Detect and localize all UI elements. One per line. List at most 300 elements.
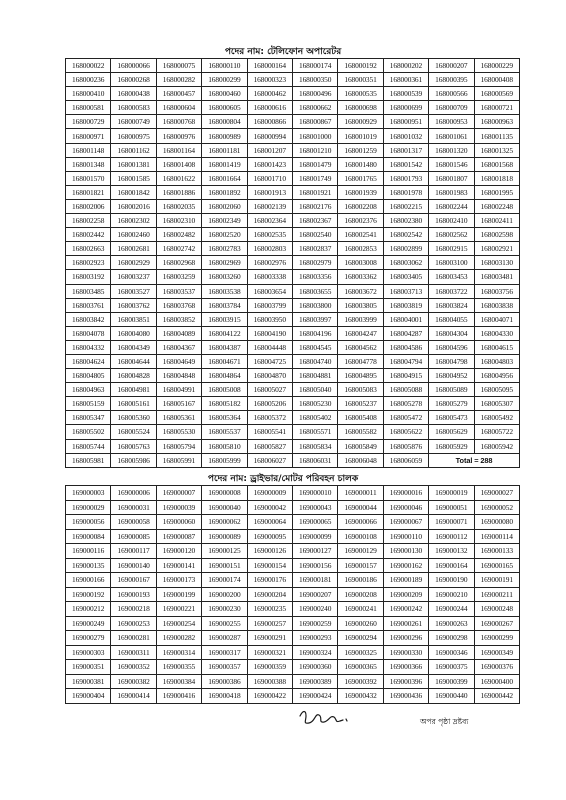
roll-number-cell: 168001546: [429, 157, 474, 171]
table-row: [66, 425, 520, 439]
roll-number-cell: 169000360: [292, 660, 337, 675]
roll-number-cell: 169000432: [338, 689, 383, 704]
roll-number-cell: 168005182: [202, 397, 247, 411]
roll-number-cell: 168000729: [66, 115, 111, 129]
roll-number-cell: 168002681: [111, 242, 156, 256]
roll-number-cell: 168005942: [474, 439, 519, 453]
table-row: [66, 529, 520, 544]
roll-number-cell: 168003654: [247, 284, 292, 298]
roll-number-cell: 168004367: [156, 340, 201, 354]
roll-number-cell: 168006031: [292, 453, 337, 467]
roll-number-cell: 168003915: [202, 312, 247, 326]
roll-number-cell: 168004562: [338, 340, 383, 354]
roll-number-cell: 168004001: [383, 312, 428, 326]
roll-number-cell: 169000248: [474, 602, 519, 617]
roll-number-cell: 168004545: [292, 340, 337, 354]
roll-number-cell: 168005008: [202, 383, 247, 397]
roll-number-cell: 168004615: [474, 340, 519, 354]
roll-number-cell: 168002803: [247, 242, 292, 256]
roll-number-cell: 169000040: [202, 500, 247, 515]
roll-number-cell: 168000361: [383, 73, 428, 87]
roll-number-cell: 168001019: [338, 129, 383, 143]
roll-number-cell: 168004287: [383, 326, 428, 340]
roll-number-cell: 168001818: [474, 171, 519, 185]
roll-number-cell: 169000267: [474, 616, 519, 631]
roll-number-cell: 169000321: [247, 645, 292, 660]
roll-number-cell: 168004805: [66, 369, 111, 383]
roll-number-cell: 168002540: [292, 228, 337, 242]
roll-number-cell: 168002442: [66, 228, 111, 242]
roll-number-cell: 168001570: [66, 171, 111, 185]
roll-number-cell: 168003062: [383, 256, 428, 270]
roll-number-cell: 168002742: [156, 242, 201, 256]
roll-number-cell: 169000254: [156, 616, 201, 631]
roll-number-cell: 168004963: [66, 383, 111, 397]
roll-number-cell: 169000436: [383, 689, 428, 704]
roll-number-cell: 168000994: [247, 129, 292, 143]
roll-number-cell: 169000365: [338, 660, 383, 675]
roll-number-cell: 168002929: [111, 256, 156, 270]
roll-number-cell: 169000311: [111, 645, 156, 660]
roll-number-cell: 168001664: [202, 171, 247, 185]
roll-number-cell: 168003784: [202, 298, 247, 312]
roll-number-cell: 168001325: [474, 143, 519, 157]
roll-number-cell: 169000130: [383, 544, 428, 559]
roll-number-cell: 168001821: [66, 185, 111, 199]
roll-number-cell: 168005571: [292, 425, 337, 439]
roll-number-cell: 168005361: [156, 411, 201, 425]
roll-number-cell: 168003259: [156, 270, 201, 284]
roll-number-cell: 169000376: [474, 660, 519, 675]
roll-number-cell: 168000236: [66, 73, 111, 87]
roll-number-cell: 168005763: [111, 439, 156, 453]
roll-number-cell: 169000071: [429, 515, 474, 530]
roll-number-cell: 168000971: [66, 129, 111, 143]
roll-number-cell: 169000042: [247, 500, 292, 515]
roll-number-cell: 169000359: [247, 660, 292, 675]
roll-number-cell: 169000181: [292, 573, 337, 588]
roll-number-cell: 169000031: [111, 500, 156, 515]
roll-number-cell: 168000202: [383, 59, 428, 73]
roll-number-cell: 169000167: [111, 573, 156, 588]
roll-number-cell: 169000399: [429, 674, 474, 689]
roll-number-cell: 168004915: [383, 369, 428, 383]
roll-number-cell: 168005794: [156, 439, 201, 453]
roll-number-cell: 168002139: [247, 199, 292, 213]
roll-number-cell: 169000291: [247, 631, 292, 646]
roll-number-cell: 168003762: [111, 298, 156, 312]
roll-number-cell: 169000255: [202, 616, 247, 631]
roll-number-cell: 168000699: [383, 101, 428, 115]
roll-number-cell: 168005744: [66, 439, 111, 453]
roll-number-cell: 169000117: [111, 544, 156, 559]
roll-number-cell: 168005502: [66, 425, 111, 439]
roll-number-cell: 168003192: [66, 270, 111, 284]
roll-number-cell: 168005537: [202, 425, 247, 439]
roll-number-cell: 169000125: [202, 544, 247, 559]
roll-number-cell: 169000386: [202, 674, 247, 689]
table-row: [66, 59, 520, 73]
table-row: [66, 256, 520, 270]
roll-number-cell: 168001181: [202, 143, 247, 157]
table-row: [66, 354, 520, 368]
table-row: [66, 73, 520, 87]
roll-number-cell: 168005981: [66, 453, 111, 467]
roll-number-cell: 169000324: [292, 645, 337, 660]
roll-number-cell: 168003722: [429, 284, 474, 298]
roll-number-cell: 169000010: [292, 486, 337, 501]
roll-number-cell: 168003756: [474, 284, 519, 298]
roll-number-cell: 169000165: [474, 558, 519, 573]
roll-number-cell: 168002410: [429, 214, 474, 228]
roll-number-cell: 168005986: [111, 453, 156, 467]
roll-number-cell: 168002520: [202, 228, 247, 242]
roll-number-cell: 168001568: [474, 157, 519, 171]
table-row: [66, 587, 520, 602]
roll-number-cell: 168002310: [156, 214, 201, 228]
table-row: [66, 631, 520, 646]
table-row: [66, 143, 520, 157]
roll-number-cell: 168004798: [429, 354, 474, 368]
roll-number-cell: 168004596: [429, 340, 474, 354]
table-row: [66, 284, 520, 298]
roll-number-cell: 169000200: [202, 587, 247, 602]
roll-number-cell: 168002837: [292, 242, 337, 256]
roll-number-cell: 168001320: [429, 143, 474, 157]
roll-number-cell: 168001408: [156, 157, 201, 171]
roll-number-cell: 168004122: [202, 326, 247, 340]
roll-number-cell: 169000046: [383, 500, 428, 515]
roll-number-cell: 168005372: [247, 411, 292, 425]
roll-number-cell: 168003852: [156, 312, 201, 326]
roll-number-cell: 168000164: [247, 59, 292, 73]
roll-number-cell: 169000440: [429, 689, 474, 704]
roll-number-cell: 168000438: [111, 87, 156, 101]
roll-number-cell: 169000089: [202, 529, 247, 544]
roll-number-cell: 168005473: [429, 411, 474, 425]
roll-number-cell: 168005408: [338, 411, 383, 425]
roll-number-cell: 168004448: [247, 340, 292, 354]
roll-number-cell: 168003100: [429, 256, 474, 270]
table-row: [66, 326, 520, 340]
roll-number-cell: 168003713: [383, 284, 428, 298]
roll-number-cell: 168005999: [202, 453, 247, 467]
roll-number-cell: 169000007: [156, 486, 201, 501]
section-title-telephone-operator: পদের নাম: টেলিফোন অপারেটর: [224, 47, 342, 57]
roll-number-cell: 169000006: [111, 486, 156, 501]
roll-number-cell: 168003761: [66, 298, 111, 312]
roll-number-cell: 169000296: [383, 631, 428, 646]
roll-number-cell: 169000382: [111, 674, 156, 689]
roll-number-cell: 169000208: [338, 587, 383, 602]
roll-number-cell: 168000351: [338, 73, 383, 87]
roll-number-cell: 168001995: [474, 185, 519, 199]
roll-number-cell: 168004055: [429, 312, 474, 326]
roll-number-cell: 169000067: [383, 515, 428, 530]
roll-number-cell: 168000963: [474, 115, 519, 129]
roll-number-cell: 168003338: [247, 270, 292, 284]
roll-number-cell: 168000662: [292, 101, 337, 115]
roll-number-cell: 168001921: [292, 185, 337, 199]
roll-number-cell: 168003851: [111, 312, 156, 326]
roll-number-cell: 169000173: [156, 573, 201, 588]
roll-number-cell: 168000207: [429, 59, 474, 73]
roll-number-cell: 169000080: [474, 515, 519, 530]
roll-number-cell: 168000174: [292, 59, 337, 73]
table-row: [66, 397, 520, 411]
roll-number-cell: 168004332: [66, 340, 111, 354]
roll-number-cell: 168005040: [292, 383, 337, 397]
roll-number-cell: 168003260: [202, 270, 247, 284]
roll-number-cell: 168002562: [429, 228, 474, 242]
roll-number-cell: 168003999: [338, 312, 383, 326]
roll-number-cell: 168000110: [202, 59, 247, 73]
roll-number-cell: 168000022: [66, 59, 111, 73]
roll-number-cell: 168004803: [474, 354, 519, 368]
table-row: [66, 660, 520, 675]
roll-number-cell: 168002542: [383, 228, 428, 242]
roll-number-cell: 168002482: [156, 228, 201, 242]
table-row: [66, 411, 520, 425]
roll-number-cell: 168004778: [338, 354, 383, 368]
roll-number-cell: 169000066: [338, 515, 383, 530]
roll-number-cell: 168001710: [247, 171, 292, 185]
roll-number-cell: 169000418: [202, 689, 247, 704]
roll-number-cell: 168006027: [247, 453, 292, 467]
roll-number-cell: 169000009: [247, 486, 292, 501]
roll-number-cell: 169000192: [66, 587, 111, 602]
table-row: [66, 383, 520, 397]
roll-number-cell: 168000539: [383, 87, 428, 101]
roll-number-cell: 168001207: [247, 143, 292, 157]
roll-number-cell: 169000016: [383, 486, 428, 501]
roll-number-cell: 168000229: [474, 59, 519, 73]
roll-number-cell: 168004071: [474, 312, 519, 326]
roll-number-cell: 169000404: [66, 689, 111, 704]
roll-number-cell: 169000126: [247, 544, 292, 559]
roll-number-cell: 169000064: [247, 515, 292, 530]
roll-number-cell: 169000281: [111, 631, 156, 646]
roll-number-cell: 169000065: [292, 515, 337, 530]
roll-number-cell: 168005722: [474, 425, 519, 439]
roll-number-cell: 168001793: [383, 171, 428, 185]
roll-number-cell: 168000066: [111, 59, 156, 73]
roll-number-cell: 168005834: [292, 439, 337, 453]
roll-number-cell: 168002035: [156, 199, 201, 213]
roll-number-cell: 168000605: [202, 101, 247, 115]
table-row: [66, 214, 520, 228]
table-row: [66, 515, 520, 530]
roll-number-cell: 168001622: [156, 171, 201, 185]
roll-number-cell: 168006048: [338, 453, 383, 467]
signature-mark: [296, 707, 356, 729]
roll-number-cell: 169000375: [429, 660, 474, 675]
roll-number-cell: 168004794: [383, 354, 428, 368]
roll-number-cell: 168002783: [202, 242, 247, 256]
roll-number-cell: 168000698: [338, 101, 383, 115]
roll-number-cell: 169000051: [429, 500, 474, 515]
roll-number-cell: 168000953: [429, 115, 474, 129]
roll-number-cell: 168001061: [429, 129, 474, 143]
roll-number-cell: 168005876: [383, 439, 428, 453]
roll-number-cell: 169000230: [202, 602, 247, 617]
table-row: [66, 101, 520, 115]
roll-number-cell: 169000235: [247, 602, 292, 617]
roll-number-cell: 168003537: [156, 284, 201, 298]
roll-number-cell: 168001939: [338, 185, 383, 199]
roll-number-cell: 168004740: [292, 354, 337, 368]
roll-number-cell: 169000253: [111, 616, 156, 631]
roll-number-cell: 168000616: [247, 101, 292, 115]
roll-number-cell: 168004089: [156, 326, 201, 340]
roll-number-cell: 168000282: [156, 73, 201, 87]
table-row: [66, 340, 520, 354]
roll-number-cell: 169000261: [383, 616, 428, 631]
roll-number-cell: 168004190: [247, 326, 292, 340]
roll-number-cell: 169000351: [66, 660, 111, 675]
table-row: [66, 453, 520, 467]
roll-number-cell: 169000085: [111, 529, 156, 544]
roll-number-cell: 168000581: [66, 101, 111, 115]
roll-number-cell: 168005278: [383, 397, 428, 411]
roll-number-cell: 168003453: [429, 270, 474, 284]
roll-number-cell: 168001807: [429, 171, 474, 185]
roll-number-cell: 169000279: [66, 631, 111, 646]
roll-number-cell: 168002176: [292, 199, 337, 213]
roll-number-cell: 169000209: [383, 587, 428, 602]
roll-number-cell: 168000749: [111, 115, 156, 129]
roll-number-cell: 169000099: [292, 529, 337, 544]
roll-number-cell: 168000457: [156, 87, 201, 101]
roll-number-cell: 168002244: [429, 199, 474, 213]
roll-number-cell: 168000075: [156, 59, 201, 73]
roll-number-cell: 169000263: [429, 616, 474, 631]
roll-number-cell: 169000156: [292, 558, 337, 573]
table-row: [66, 171, 520, 185]
roll-number-cell: 169000349: [474, 645, 519, 660]
roll-number-cell: 168005492: [474, 411, 519, 425]
table-row: [66, 616, 520, 631]
roll-number-cell: 168001164: [156, 143, 201, 157]
table-row: [66, 486, 520, 501]
roll-number-cell: 168004981: [111, 383, 156, 397]
roll-number-cell: 169000029: [66, 500, 111, 515]
roll-number-cell: 168003950: [247, 312, 292, 326]
roll-number-cell: 169000060: [156, 515, 201, 530]
roll-number-cell: 168003356: [292, 270, 337, 284]
roll-number-cell: 169000210: [429, 587, 474, 602]
roll-number-cell: 168003800: [292, 298, 337, 312]
roll-number-cell: 169000287: [202, 631, 247, 646]
roll-number-cell: 169000039: [156, 500, 201, 515]
roll-number-cell: 169000157: [338, 558, 383, 573]
roll-number-cell: 168000192: [338, 59, 383, 73]
roll-number-cell: 168000975: [111, 129, 156, 143]
roll-number-cell: 168004080: [111, 326, 156, 340]
roll-table-driver: [65, 485, 520, 704]
roll-number-cell: 168005622: [383, 425, 428, 439]
table-row: [66, 270, 520, 284]
roll-number-cell: 168001886: [156, 185, 201, 199]
roll-number-cell: 169000396: [383, 674, 428, 689]
roll-number-cell: 168003768: [156, 298, 201, 312]
roll-number-cell: 169000249: [66, 616, 111, 631]
roll-number-cell: 169000282: [156, 631, 201, 646]
roll-number-cell: 169000056: [66, 515, 111, 530]
roll-number-cell: 168002208: [338, 199, 383, 213]
roll-number-cell: 168005827: [247, 439, 292, 453]
roll-number-cell: 168002899: [383, 242, 428, 256]
roll-number-cell: 169000204: [247, 587, 292, 602]
roll-number-cell: 168002367: [292, 214, 337, 228]
roll-number-cell: 169000298: [429, 631, 474, 646]
roll-number-cell: 168005167: [156, 397, 201, 411]
roll-number-cell: 168001423: [247, 157, 292, 171]
roll-number-cell: 169000043: [292, 500, 337, 515]
roll-number-cell: 169000135: [66, 558, 111, 573]
roll-number-cell: 168002006: [66, 199, 111, 213]
roll-number-cell: 168001032: [383, 129, 428, 143]
roll-number-cell: 169000133: [474, 544, 519, 559]
roll-number-cell: 169000087: [156, 529, 201, 544]
roll-number-cell: 168001210: [292, 143, 337, 157]
roll-number-cell: 168003237: [111, 270, 156, 284]
total-count: Total = 288: [429, 453, 520, 467]
roll-number-cell: 168004644: [111, 354, 156, 368]
roll-number-cell: 169000400: [474, 674, 519, 689]
roll-number-cell: 168002976: [247, 256, 292, 270]
table-row: [66, 369, 520, 383]
roll-number-cell: 168000535: [338, 87, 383, 101]
roll-number-cell: 169000166: [66, 573, 111, 588]
roll-number-cell: 168000583: [111, 101, 156, 115]
roll-number-cell: 169000416: [156, 689, 201, 704]
table-row: [66, 129, 520, 143]
roll-number-cell: 169000244: [429, 602, 474, 617]
roll-number-cell: 169000176: [247, 573, 292, 588]
roll-number-cell: 168002460: [111, 228, 156, 242]
roll-number-cell: 168004956: [474, 369, 519, 383]
roll-number-cell: 168005307: [474, 397, 519, 411]
roll-number-cell: 168000268: [111, 73, 156, 87]
roll-number-cell: 168000408: [474, 73, 519, 87]
roll-number-cell: 168001892: [202, 185, 247, 199]
roll-number-cell: 168004196: [292, 326, 337, 340]
roll-number-cell: 168001585: [111, 171, 156, 185]
roll-number-cell: 168000462: [247, 87, 292, 101]
roll-number-cell: 169000314: [156, 645, 201, 660]
roll-number-cell: 168003008: [338, 256, 383, 270]
roll-number-cell: 168002598: [474, 228, 519, 242]
roll-table-telephone-operator: [65, 58, 520, 468]
roll-number-cell: 168001317: [383, 143, 428, 157]
roll-number-cell: 168003130: [474, 256, 519, 270]
roll-number-cell: 168005582: [338, 425, 383, 439]
roll-number-cell: 168002215: [383, 199, 428, 213]
roll-number-cell: 169000199: [156, 587, 201, 602]
roll-number-cell: 169000388: [247, 674, 292, 689]
roll-number-cell: 168005541: [247, 425, 292, 439]
table-row: [66, 228, 520, 242]
roll-number-cell: 168004349: [111, 340, 156, 354]
roll-number-cell: 169000303: [66, 645, 111, 660]
roll-number-cell: 168005237: [338, 397, 383, 411]
roll-number-cell: 168002364: [247, 214, 292, 228]
roll-number-cell: 168001259: [338, 143, 383, 157]
roll-number-cell: 168002376: [338, 214, 383, 228]
roll-number-cell: 169000154: [247, 558, 292, 573]
roll-number-cell: 168003838: [474, 298, 519, 312]
